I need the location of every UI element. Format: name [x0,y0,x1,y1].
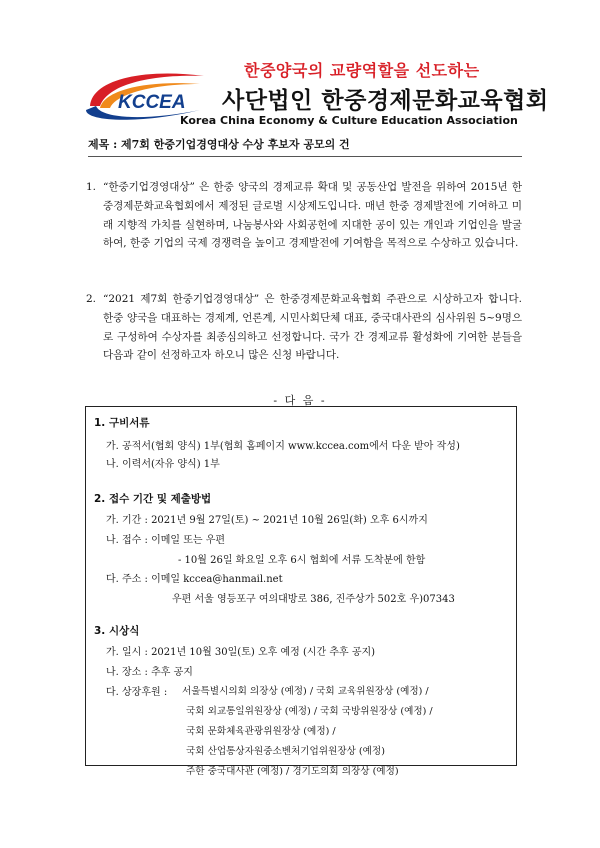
ceremony-date: 가. 일시 : 2021년 10월 30일(토) 오후 예정 (시간 추후 공지) [106,647,376,658]
paragraph-2 [86,290,522,365]
letterhead [0,0,600,140]
ceremony-place: 나. 장소 : 추후 공지 [106,667,193,678]
sponsor-line: 국회 산업통상자원중소벤처기업위원장상 (예정) [186,746,385,757]
submission-period: 가. 기간 : 2021년 9월 27일(토) ~ 2021년 10월 26일(화) 오후 6시까지 [106,515,428,526]
section-title-documents: 1. 구비서류 [94,417,150,429]
details-box [85,406,517,777]
organization-name-english: Korea China Economy & Culture Education Association [180,114,518,127]
document-item: 나. 이력서(자유 양식) 1부 [106,459,220,470]
document-item: 가. 공적서(협회 양식) 1부(협회 홈페이지 www.kccea.com에서 다운 받아 작성) [106,441,460,452]
sponsor-line: 서울특별시의회 의장상 (예정) / 국회 교육위원장상 (예정) / [182,686,429,697]
paragraph-number: 2. [86,293,97,305]
sponsor-line: 국회 외교통일위원장상 (예정) / 국회 국방위원장상 (예정) / [186,706,433,717]
submission-note: - 10월 26일 화요일 오후 6시 협회에 서류 도착분에 한함 [178,555,426,566]
slogan: 한중양국의 교량역할을 선도하는 [244,61,480,80]
paragraph-1 [86,178,522,253]
paragraph-number: 1. [86,181,97,193]
submission-postal-address: 우편 서울 영등포구 여의대방로 386, 진주상가 502호 우)07343 [172,594,455,605]
submission-email: 다. 주소 : 이메일 kccea@hanmail.net [106,574,283,585]
paragraph-text: “한중기업경영대상” 은 한중 양국의 경제교류 확대 및 공동산업 발전을 위하여 2015년 한중경제문화교육협회에서 제정된 글로벌 시상제도입니다. 매년 한중 경제발전에 기여하고 미래 지향적 가치를 실현하며, 나눔봉사와 사회공헌에 지대한 공이 있는 개인과 기업인을 발굴하여, 한중 기업의 국제 경쟁력을 높이고 경제발전에 기여함을 목적으로 수상하고 있습니다. [103,181,522,250]
organization-name: 사단법인 한중경제문화교육협회 [222,88,549,114]
details-heading: - 다 음 - [273,394,327,407]
sponsors-label: 다. 상장후원 : [106,687,168,698]
submission-method: 나. 접수 : 이메일 또는 우편 [106,535,226,546]
section-title-submission: 2. 접수 기간 및 제출방법 [94,493,212,505]
subject-divider [88,156,522,157]
section-title-ceremony: 3. 시상식 [94,625,140,637]
sponsor-line: 국회 문화체육관광위원장상 (예정) / [186,726,336,737]
document-subject: 제목 : 제7회 한중기업경영대상 수상 후보자 공모의 건 [88,138,350,151]
paragraph-text: “2021 제7회 한중기업경영대상” 은 한중경제문화교육협회 주관으로 시상하고자 합니다. 한중 양국을 대표하는 경제계, 언론계, 시민사회단체 대표, 중국대사관의 심사위원 5~9명으로 구성하여 수상자를 최종심의하고 선정합니다. 국가 간 경제교류 활성화에 기여한 분들을 다음과 같이 선정하고자 하오니 많은 신청 바랍니다. [103,293,522,362]
sponsor-line: 주한 중국대사관 (예정) / 경기도의회 의장상 (예정) [186,766,399,777]
logo-wordmark: KCCEA [118,92,186,113]
